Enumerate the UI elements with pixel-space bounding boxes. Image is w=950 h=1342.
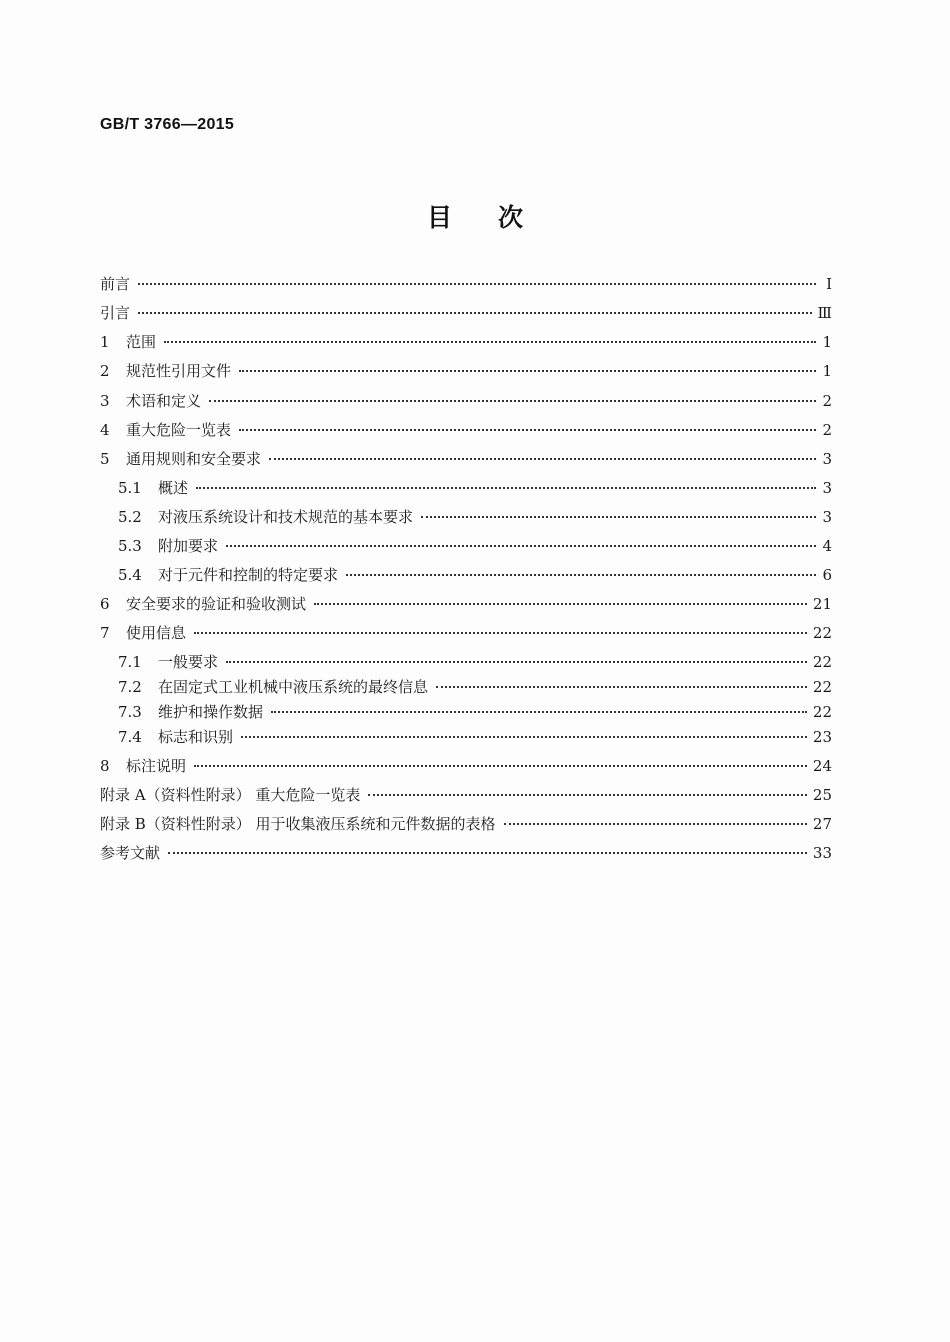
toc-entry-5-3[interactable] [118,534,832,558]
toc-entry-3[interactable] [100,389,832,413]
dot-leader [239,429,816,431]
toc-entry-text: 对于元件和控制的特定要求 [158,566,339,584]
toc-entry-text: 一般要求 [158,653,219,671]
toc-entry-text: 维护和操作数据 [158,703,264,721]
toc-entry-number: 5 [100,450,110,468]
dot-leader [504,823,807,825]
dot-leader [194,632,807,634]
toc-entry-text: 附录 B（资料性附录） 用于收集液压系统和元件数据的表格 [100,815,496,833]
toc-entry-number: 2 [100,362,110,380]
toc-entry-5-2[interactable] [118,505,832,529]
toc-entry-page: 22 [812,703,832,721]
toc-entry-page: 2 [822,421,832,439]
toc-entry-page: Ⅰ [826,275,832,293]
dot-leader [226,545,816,547]
dot-leader [138,283,816,285]
toc-entry-foreword[interactable] [100,272,832,296]
dot-leader [138,312,812,314]
toc-entry-number: 5.2 [118,508,142,526]
standard-number: GB/T 3766—2015 [100,116,235,133]
toc-entry-text: 引言 [100,304,131,322]
toc-entry-text: 规范性引用文件 [126,362,232,380]
dot-leader [196,487,816,489]
toc-entry-7-4[interactable] [118,725,832,749]
toc-entry-4[interactable] [100,418,832,442]
toc-entry-bibliography[interactable] [100,841,832,865]
toc-entry-text: 术语和定义 [126,392,202,410]
toc-entry-7-2[interactable] [118,675,832,699]
toc-entry-7[interactable] [100,621,832,645]
toc-entry-number: 7.3 [118,703,142,721]
toc-entry-page: 24 [812,757,832,775]
toc-entry-annex-b[interactable] [100,812,832,836]
toc-entry-number: 7.4 [118,728,142,746]
dot-leader [168,852,807,854]
toc-entry-number: 6 [100,595,110,613]
toc-entry-page: 2 [822,392,832,410]
toc-entry-text: 附录 A（资料性附录） 重大危险一览表 [100,786,361,804]
toc-entry-page: 1 [822,362,832,380]
toc-entry-5[interactable] [100,447,832,471]
toc-entry-7-3[interactable] [118,700,832,724]
toc-entry-page: 22 [812,653,832,671]
toc-entry-text: 标志和识别 [158,728,234,746]
toc-entry-number: 8 [100,757,110,775]
toc-entry-page: 27 [812,815,832,833]
toc-entry-page: 33 [812,844,832,862]
toc-entry-8[interactable] [100,754,832,778]
toc-entry-text: 通用规则和安全要求 [126,450,262,468]
toc-entry-number: 1 [100,333,110,351]
toc-entry-text: 标注说明 [126,757,187,775]
toc-entry-page: 3 [822,450,832,468]
toc-entry-text: 参考文献 [100,844,161,862]
toc-entry-text: 概述 [158,479,189,497]
toc-title: 目次 [426,203,569,232]
toc-entry-introduction[interactable] [100,301,832,325]
toc-entry-page: 1 [822,333,832,351]
toc-entry-2[interactable] [100,359,832,383]
toc-entry-6[interactable] [100,592,832,616]
toc-entry-page: 21 [812,595,832,613]
toc-entry-page: 22 [812,624,832,642]
toc-entry-number: 4 [100,421,110,439]
dot-leader [241,736,807,738]
dot-leader [164,341,816,343]
toc-entry-page: 22 [812,678,832,696]
toc-entry-page: 6 [822,566,832,584]
toc-entry-page: 3 [822,508,832,526]
dot-leader [269,458,816,460]
toc-entry-text: 安全要求的验证和验收测试 [126,595,307,613]
dot-leader [226,661,807,663]
toc-entry-number: 7.2 [118,678,142,696]
dot-leader [436,686,807,688]
toc-entry-text: 在固定式工业机械中液压系统的最终信息 [158,678,429,696]
toc-entry-number: 7 [100,624,110,642]
toc-entry-text: 附加要求 [158,537,219,555]
toc-entry-number: 7.1 [118,653,142,671]
toc-entry-page: 4 [822,537,832,555]
toc-entry-7-1[interactable] [118,650,832,674]
toc-entry-page: 25 [812,786,832,804]
dot-leader [194,765,807,767]
toc-entry-text: 前言 [100,275,131,293]
toc-entry-1[interactable] [100,330,832,354]
dot-leader [421,516,816,518]
dot-leader [271,711,807,713]
toc-entry-text: 范围 [126,333,157,351]
dot-leader [346,574,816,576]
toc-entry-page: 3 [822,479,832,497]
dot-leader [239,370,816,372]
toc-entry-number: 5.1 [118,479,142,497]
toc-entry-number: 3 [100,392,110,410]
toc-entry-number: 5.4 [118,566,142,584]
toc-entry-5-4[interactable] [118,563,832,587]
toc-entry-5-1[interactable] [118,476,832,500]
toc-entry-page: Ⅲ [817,304,832,322]
dot-leader [209,400,816,402]
toc-entry-text: 重大危险一览表 [126,421,232,439]
toc-entry-text: 使用信息 [126,624,187,642]
dot-leader [314,603,807,605]
toc-entry-page: 23 [812,728,832,746]
dot-leader [368,794,807,796]
toc-entry-text: 对液压系统设计和技术规范的基本要求 [158,508,414,526]
toc-entry-number: 5.3 [118,537,142,555]
toc-entry-annex-a[interactable] [100,783,832,807]
